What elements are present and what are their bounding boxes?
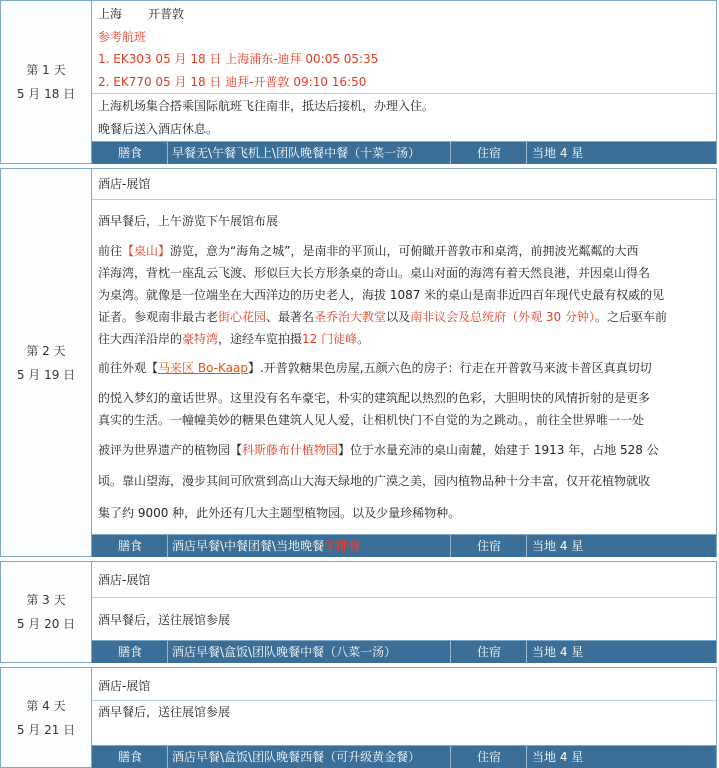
meal-value: 酒店早餐\中餐团餐\当地晚餐牛排餐 xyxy=(172,539,361,553)
day-description: 晚餐后送入酒店休息。 xyxy=(98,122,219,136)
paragraph-line: 证者。参观南非最古老街心花园、最著名圣乔治大教堂以及南非议会及总统府（外观 30 分钟）。之后驱车前 xyxy=(98,310,667,324)
day-4-content xyxy=(92,667,717,768)
route-to: 开普敦 xyxy=(148,7,185,21)
paragraph-line: 往大西洋沿岸的豪特湾，途经车览拍摄12 门徒峰。 xyxy=(98,332,370,346)
divider xyxy=(167,142,168,164)
day-date: 5 月 18 日 xyxy=(16,87,76,101)
divider xyxy=(92,93,716,94)
day-description: 上海机场集合搭乘国际航班飞往南非，抵达后接机，办理入住。 xyxy=(98,99,435,113)
paragraph-line: 的悦入梦幻的童话世界。这里没有名车豪宅，朴实的建筑配以热烈的色彩，大胆明快的风情折射的是更多 xyxy=(98,391,651,405)
hotel-value: 当地 4 星 xyxy=(532,645,584,659)
meal-value: 酒店早餐\盒饭\团队晚餐中餐（八菜一汤） xyxy=(172,645,397,659)
day-2-content xyxy=(92,168,717,557)
paragraph-line: 前往【桌山】游览，意为“海角之城”，是南非的平顶山，可俯瞰开普敦市和桌湾，前拥波光粼粼的大西 xyxy=(98,244,639,258)
meal-highlight: 牛排餐 xyxy=(324,539,361,553)
hout-bay-link[interactable]: 豪特湾 xyxy=(182,332,219,346)
day-title: 酒店-展馆 xyxy=(98,177,151,191)
divider xyxy=(450,142,451,164)
day-1-cell xyxy=(0,0,92,164)
flight-2: 2. EK770 05 月 18 日 迪拜-开普敦 09:10 16:50 xyxy=(98,75,367,89)
divider xyxy=(450,535,451,557)
divider xyxy=(92,700,716,701)
hotel-label: 住宿 xyxy=(477,750,502,764)
garden-link[interactable]: 街心花园 xyxy=(218,310,267,324)
day-intro: 酒早餐后，上午游览下午展馆布展 xyxy=(98,214,279,228)
day-3-row xyxy=(0,561,719,663)
paragraph-line: 真实的生活。一幢幢美妙的糖果色建筑人见人爱，让相机快门不自觉的为之跳动。，前往全世界唯一一处 xyxy=(98,413,645,427)
day-date: 5 月 21 日 xyxy=(16,722,76,737)
paragraph-line: 前往外观【马来区 Bo-Kaap】.开普敦糖果色房屋,五颜六色的房子：行走在开普敦马来波卡普区真真切切 xyxy=(98,361,652,375)
day-description: 酒早餐后，送往展馆参展 xyxy=(98,705,231,719)
meal-value: 早餐无\午餐飞机上\团队晚餐中餐（十菜一汤） xyxy=(172,146,421,160)
meal-label: 膳食 xyxy=(118,645,143,659)
divider xyxy=(450,746,451,768)
divider xyxy=(450,641,451,663)
flight-1: 1. EK303 05 月 18 日 上海浦东-迪拜 00:05 05:35 xyxy=(98,52,379,66)
day-1-row xyxy=(0,0,719,164)
day-label: 第 4 天 xyxy=(26,698,66,713)
meal-hotel-bar xyxy=(92,745,716,768)
meal-label: 膳食 xyxy=(118,750,143,764)
divider xyxy=(167,641,168,663)
meal-hotel-bar xyxy=(92,534,716,557)
day-title: 酒店-展馆 xyxy=(98,573,151,587)
divider xyxy=(92,597,716,598)
divider xyxy=(167,535,168,557)
day-title: 酒店-展馆 xyxy=(98,679,151,693)
day-label: 第 1 天 xyxy=(26,63,66,77)
day-date: 5 月 20 日 xyxy=(16,617,76,631)
divider xyxy=(526,746,527,768)
table-mountain-link[interactable]: 【桌山】 xyxy=(122,244,171,258)
meal-label: 膳食 xyxy=(118,539,143,553)
meal-hotel-bar xyxy=(92,141,716,164)
divider xyxy=(92,199,716,200)
hotel-label: 住宿 xyxy=(477,146,502,160)
day-label: 第 2 天 xyxy=(26,343,66,358)
day-4-cell xyxy=(0,667,92,768)
day-1-content xyxy=(92,0,717,164)
flight-heading: 参考航班 xyxy=(98,30,147,44)
day-4-row xyxy=(0,667,719,768)
divider xyxy=(526,641,527,663)
paragraph-line: 被评为世界遗产的植物园【科斯藤布什植物园】位于水量充沛的桌山南麓，始建于 1913 年，占地 528 公 xyxy=(98,443,659,457)
day-date: 5 月 19 日 xyxy=(16,367,76,382)
meal-label: 膳食 xyxy=(118,146,143,160)
hotel-value: 当地 4 星 xyxy=(532,750,584,764)
divider xyxy=(526,142,527,164)
day-3-cell xyxy=(0,561,92,663)
kirstenbosch-link[interactable]: 科斯藤布什植物园 xyxy=(242,443,339,457)
hotel-label: 住宿 xyxy=(477,539,502,553)
route-from: 上海 xyxy=(98,7,123,21)
paragraph-line: 顷。靠山望海，漫步其间可欣赏到高山大海天绿地的广漠之美，园内植物品种十分丰富，仅开花植物就收 xyxy=(98,474,651,488)
day-3-content xyxy=(92,561,717,663)
twelve-apostles-link[interactable]: 12 门徒峰 xyxy=(302,332,358,346)
day-2-cell xyxy=(0,168,92,557)
day-2-row xyxy=(0,168,719,557)
day-label: 第 3 天 xyxy=(26,593,66,607)
paragraph-line: 洋海湾，背枕一座乱云飞渡、形似巨大长方形条桌的奇山。桌山对面的海湾有着天然良港，并因桌山得名 xyxy=(98,266,651,280)
bo-kaap-link[interactable]: 马来区 Bo-Kaap xyxy=(158,361,248,375)
route-line xyxy=(98,5,712,22)
parliament-link[interactable]: 南非议会及总统府（外观 30 分钟） xyxy=(410,310,595,324)
hotel-value: 当地 4 星 xyxy=(532,146,584,160)
cathedral-link[interactable]: 圣乔治大教堂 xyxy=(314,310,387,324)
meal-value: 酒店早餐\盒饭\团队晚餐西餐（可升级黄金餐） xyxy=(172,750,421,764)
paragraph-line: 为桌湾。就像是一位端坐在大西洋边的历史老人，海拔 1087 米的桌山是南非近四百年现代史最有权威的见 xyxy=(98,288,665,302)
meal-hotel-bar xyxy=(92,640,716,663)
divider xyxy=(167,746,168,768)
hotel-value: 当地 4 星 xyxy=(532,539,584,553)
paragraph-line: 集了约 9000 种，此外还有几大主题型植物园。以及少量珍稀物种。 xyxy=(98,506,461,520)
hotel-label: 住宿 xyxy=(477,645,502,659)
day-description: 酒早餐后，送往展馆参展 xyxy=(98,613,231,627)
divider xyxy=(526,535,527,557)
